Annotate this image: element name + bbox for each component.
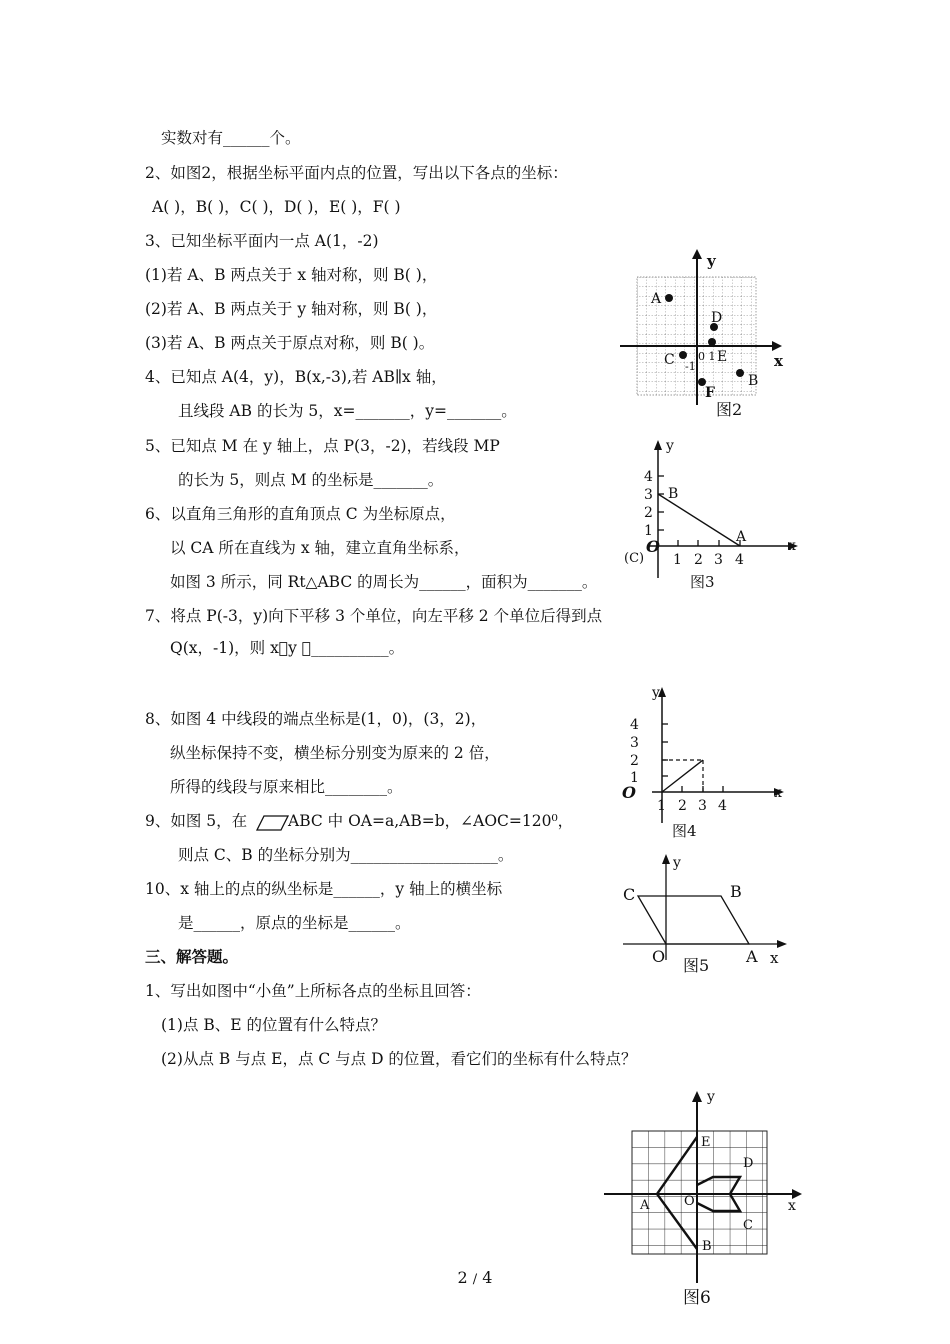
fig2-label-a: A xyxy=(651,291,662,307)
text-line: (1)若 A、B 两点关于 x 轴对称，则 B( )， xyxy=(145,266,438,284)
fig6-caption: 图6 xyxy=(683,1288,711,1308)
page-current: 2 xyxy=(457,1268,468,1287)
text-line: 纵坐标保持不变，横坐标分别变为原来的 2 倍， xyxy=(170,744,500,762)
fig4-caption: 图4 xyxy=(672,822,697,840)
question-2: 2、如图2，根据坐标平面内点的位置，写出以下各点的坐标： xyxy=(145,164,568,182)
question-6: 6、以直角三角形的直角顶点 C 为坐标原点， xyxy=(145,505,456,523)
fig4-tick: 1 xyxy=(630,770,639,786)
fig2-neg-label: -1 xyxy=(685,360,696,373)
text-line: 是______，原点的坐标是______。 xyxy=(178,914,411,932)
fig4-y-label: y xyxy=(652,685,660,701)
fig4-tick: 2 xyxy=(630,753,639,769)
text-line: 所得的线段与原来相比________。 xyxy=(170,778,403,796)
fig5-y-label: y xyxy=(673,855,681,871)
fig2-tick-label: 0 1 xyxy=(698,350,716,363)
fig6-x-label: x xyxy=(788,1198,796,1214)
text-line: (1)点 B、E 的位置有什么特点？ xyxy=(161,1016,387,1034)
fig6-label-b: B xyxy=(702,1239,712,1254)
fig5-label-a: A xyxy=(746,947,758,966)
fig4-tick: 3 xyxy=(698,798,707,814)
fig3-tick: 2 xyxy=(694,552,703,568)
fig4-tick: 2 xyxy=(678,798,687,814)
fig2-y-label: y xyxy=(707,252,716,270)
fig4-tick: 4 xyxy=(718,798,727,814)
text-line: 实数对有______个。 xyxy=(161,129,301,147)
fig2-x-label: x xyxy=(774,352,783,370)
fig6-y-label: y xyxy=(707,1089,715,1105)
fig2-label-d: D xyxy=(711,310,723,326)
fig3-c-label: (C) xyxy=(624,551,645,566)
fig4-tick: 3 xyxy=(630,735,639,751)
figure-5 xyxy=(615,848,815,978)
fig4-tick: 4 xyxy=(630,717,639,733)
fig6-label-e: E xyxy=(701,1135,711,1150)
fig3-caption: 图3 xyxy=(690,573,715,591)
fig6-label-o: O xyxy=(684,1194,695,1209)
text-line: (2)从点 B 与点 E，点 C 与点 D 的位置，看它们的坐标有什么特点？ xyxy=(161,1050,637,1068)
figure-3 xyxy=(620,432,810,592)
fig3-tick: 4 xyxy=(644,469,653,485)
section-heading: 三、解答题。 xyxy=(145,947,239,966)
fig2-caption: 图2 xyxy=(716,400,743,419)
fig3-y-label: y xyxy=(666,438,674,454)
fig6-label-a: A xyxy=(640,1198,650,1213)
question-5: 5、已知点 M 在 y 轴上，点 P(3，-2)，若线段 MP xyxy=(145,437,500,455)
page-number xyxy=(0,1268,950,1287)
text-line: 如图 3 所示，同 Rt△ABC 的周长为______，面积为_______。 xyxy=(170,573,598,591)
fig2-label-f: F xyxy=(705,385,715,401)
question-9: 9、如图 5，在 xyxy=(145,812,248,830)
question-8: 8、如图 4 中线段的端点坐标是(1，0)，(3，2)， xyxy=(145,710,487,728)
text-line: (3)若 A、B 两点关于原点对称，则 B( )。 xyxy=(145,334,435,352)
fig3-tick: 1 xyxy=(644,523,653,539)
fig3-tick: 3 xyxy=(644,487,653,503)
fig6-label-c: C xyxy=(743,1218,753,1233)
fig3-origin: O xyxy=(646,537,660,556)
text-line: A( )，B( )，C( )，D( )，E( )，F( ) xyxy=(152,198,401,216)
fig6-label-d: D xyxy=(743,1156,754,1171)
fig3-tick: 4 xyxy=(735,552,744,568)
question-4: 4、已知点 A(4，y)，B(x,-3),若 AB∥x 轴， xyxy=(145,368,447,386)
text-line: 且线段 AB 的长为 5，x=_______，y=_______。 xyxy=(178,402,517,420)
question-7: 7、将点 P(-3，y)向下平移 3 个单位，向左平移 2 个单位后得到点 xyxy=(145,607,603,625)
fig5-label-b: B xyxy=(730,882,742,901)
fig2-label-b: B xyxy=(748,373,759,389)
fig5-caption: 图5 xyxy=(683,956,710,975)
page-separator: / xyxy=(472,1272,478,1287)
figure-4 xyxy=(620,680,810,840)
fig2-label-c: C xyxy=(664,352,675,368)
fig2-label-e: E xyxy=(717,349,728,365)
text-line: Q(x，-1)，则 x⃞y ＝__________。 xyxy=(170,639,405,657)
fig3-label-b: B xyxy=(668,486,679,502)
question-10: 10、x 轴上的点的纵坐标是______，y 轴上的横坐标 xyxy=(145,880,503,898)
fig5-label-o: O xyxy=(652,947,666,966)
figure-2 xyxy=(610,245,800,425)
text-line: 则点 C、B 的坐标分别为___________________。 xyxy=(178,846,514,864)
answer-question-1: 1、写出如图中“小鱼”上所标各点的坐标且回答： xyxy=(145,982,481,1000)
fig3-tick: 1 xyxy=(673,552,682,568)
question-3: 3、已知坐标平面内一点 A(1，-2) xyxy=(145,232,379,250)
text-line: 的长为 5，则点 M 的坐标是_______。 xyxy=(178,471,444,489)
fig3-x-label: x xyxy=(788,538,796,554)
fig4-origin: O xyxy=(622,783,636,802)
page-total: 4 xyxy=(482,1268,493,1287)
fig3-tick: 2 xyxy=(644,505,653,521)
text-line: 以 CA 所在直线为 x 轴，建立直角坐标系， xyxy=(170,539,470,557)
text-line: (2)若 A、B 两点关于 y 轴对称，则 B( )， xyxy=(145,300,438,318)
text-line: ABC 中 OA=a,AB=b，∠AOC=120⁰， xyxy=(288,812,574,830)
fig4-x-label: x xyxy=(774,785,782,801)
fig5-label-c: C xyxy=(623,885,636,904)
fig3-label-a: A xyxy=(736,529,747,545)
parallelogram-icon xyxy=(256,814,290,832)
fig5-x-label: x xyxy=(770,949,779,967)
fig4-tick: 1 xyxy=(657,798,666,814)
fig3-tick: 3 xyxy=(714,552,723,568)
